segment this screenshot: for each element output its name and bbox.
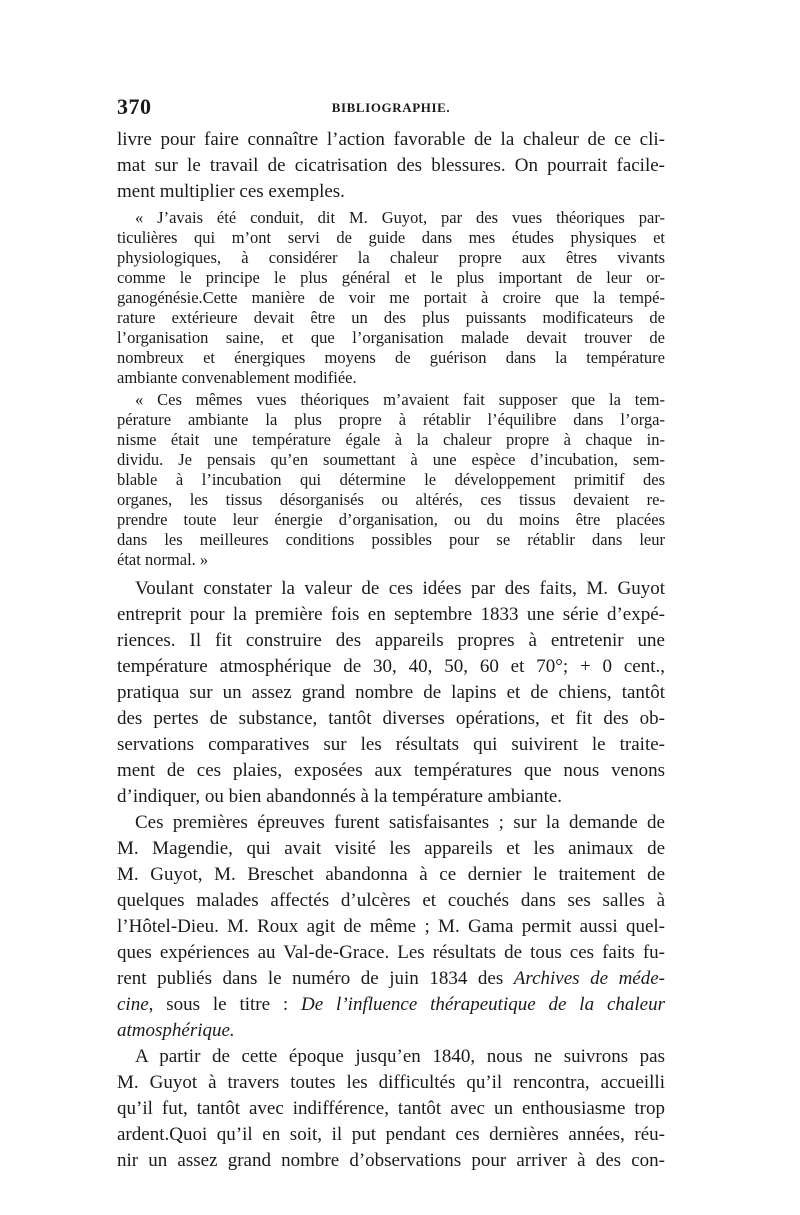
text-line: M. Magendie, qui avait visité les appareils et les animaux de <box>117 838 665 859</box>
quote-line: blable à l’incubation qui détermine le développement primitif des <box>117 470 665 489</box>
article-title: De l’influence thérapeutique de la chaleur <box>301 994 665 1015</box>
text-line: pratiqua sur un assez grand nombre de lapins et de chiens, tantôt <box>117 682 665 703</box>
text-line: ment de ces plaies, exposées aux températures que nous venons <box>117 760 665 781</box>
quote-line: dans les meilleures conditions possibles pour se rétablir dans leur <box>117 530 665 549</box>
quote-line: nisme était une température égale à la chaleur propre à chaque in- <box>117 430 665 449</box>
quote-line: « J’avais été conduit, dit M. Guyot, par des vues théoriques par- <box>135 208 665 227</box>
quote-line: organes, les tissus désorganisés ou altérés, ces tissus devaient re- <box>117 490 665 509</box>
quote-line: ticulières qui m’ont servi de guide dans mes études physiques et <box>117 228 665 247</box>
text-line: ardent.Quoi qu’il en soit, il put pendant ces dernières années, réu- <box>117 1124 665 1145</box>
text-line: M. Guyot, M. Breschet abandonna à ce dernier le traitement de <box>117 864 665 885</box>
page-header <box>117 94 665 124</box>
quote-line: comme le principe le plus général et le plus important de leur or- <box>117 268 665 287</box>
text-line: quelques malades affectés d’ulcères et couchés dans ses salles à <box>117 890 665 911</box>
quote-line: prendre toute leur énergie d’organisation, ou du moins être placées <box>117 510 665 529</box>
quote-line: ambiante convenablement modifiée. <box>117 368 357 387</box>
text-line: entreprit pour la première fois en septembre 1833 une série d’expé- <box>117 604 665 625</box>
journal-title: cine <box>117 994 149 1015</box>
quote-line: physiologiques, à considérer la chaleur propre aux êtres vivants <box>117 248 665 267</box>
text-line: qu’il fut, tantôt avec indifférence, tantôt avec un enthousiasme trop <box>117 1098 665 1119</box>
text-line: A partir de cette époque jusqu’en 1840, nous ne suivrons pas <box>135 1046 665 1067</box>
text-line: ment multiplier ces exemples. <box>117 181 345 202</box>
article-title: atmosphérique. <box>117 1020 235 1041</box>
text-line: d’indiquer, ou bien abandonnés à la température ambiante. <box>117 786 563 807</box>
text-line <box>117 968 665 990</box>
text-line <box>117 994 665 1016</box>
quote-line: rature extérieure devait être un des plus puissants modificateurs de <box>117 308 665 327</box>
text-line: mat sur le travail de cicatrisation des blessures. On pourrait facile- <box>117 155 665 176</box>
text-line: Ces premières épreuves furent satisfaisantes ; sur la demande de <box>135 812 665 833</box>
quote-line: nombreux et énergiques moyens de guérison dans la température <box>117 348 665 367</box>
text-line: ques expériences au Val-de-Grace. Les résultats de tous ces faits fu- <box>117 942 665 963</box>
text-line: Voulant constater la valeur de ces idées par des faits, M. Guyot <box>135 578 665 599</box>
text-line: nir un assez grand nombre d’observations pour arriver à des con- <box>117 1150 665 1171</box>
quote-line: « Ces mêmes vues théoriques m’avaient fait supposer que la tem- <box>135 390 665 409</box>
quote-line: l’organisation saine, et que l’organisation malade devait trouver de <box>117 328 665 347</box>
text-segment: rent publiés dans le numéro de juin 1834 des <box>117 968 514 989</box>
text-line <box>117 1020 665 1042</box>
text-line: des pertes de substance, tantôt diverses opérations, et fit des ob- <box>117 708 665 729</box>
text-line: M. Guyot à travers toutes les difficultés qu’il rencontra, accueilli <box>117 1072 665 1093</box>
quote-line: ganogénésie.Cette manière de voir me portait à croire que la tempé- <box>117 288 665 307</box>
text-line: livre pour faire connaître l’action favorable de la chaleur de ce cli- <box>117 129 665 150</box>
text-line: température atmosphérique de 30, 40, 50, 60 et 70°; + 0 cent., <box>117 656 665 677</box>
quote-line: état normal. » <box>117 550 209 569</box>
quote-line: pérature ambiante la plus propre à rétablir l’équilibre dans l’orga- <box>117 410 665 429</box>
text-line: l’Hôtel-Dieu. M. Roux agit de même ; M. Gama permit aussi quel- <box>117 916 665 937</box>
text-line: riences. Il fit construire des appareils propres à entretenir une <box>117 630 665 651</box>
page-number: 370 <box>117 94 152 119</box>
quote-line: dividu. Je pensais qu’en soumettant à une espèce d’incubation, sem- <box>117 450 665 469</box>
running-head: BIBLIOGRAPHIE. <box>331 100 451 115</box>
journal-title: Archives de méde- <box>513 968 665 989</box>
text-segment: , sous le titre : <box>148 994 302 1015</box>
text-line: servations comparatives sur les résultats qui suivirent le traite- <box>117 734 665 755</box>
